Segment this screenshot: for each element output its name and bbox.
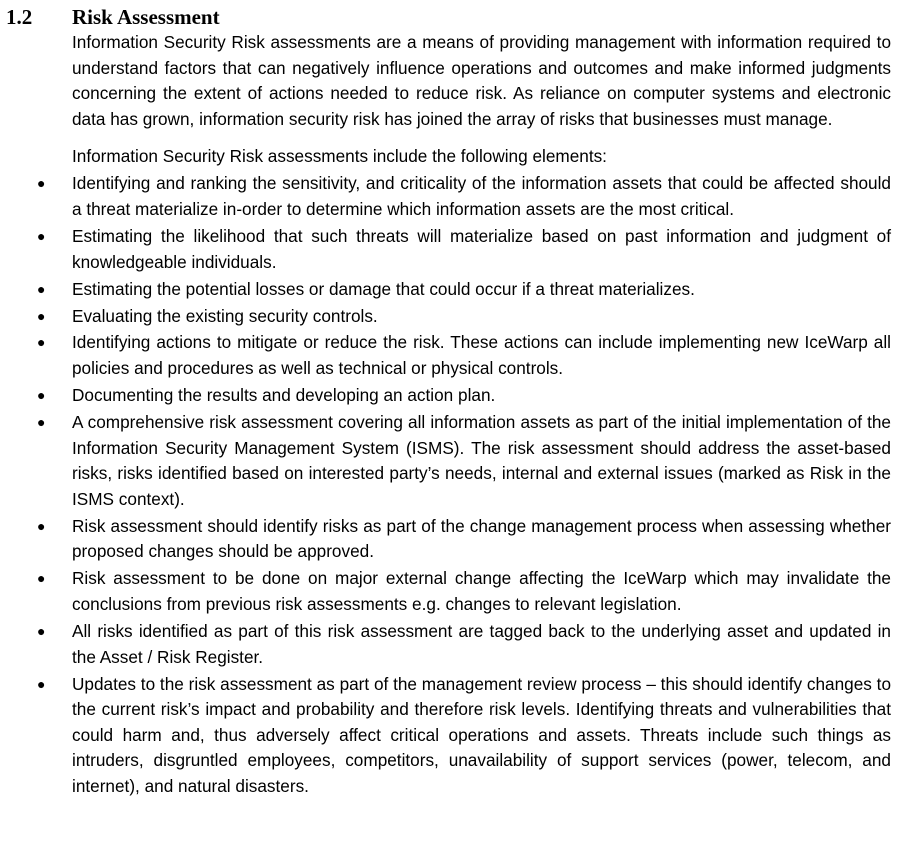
section-heading bbox=[6, 4, 891, 30]
list-item bbox=[37, 410, 891, 512]
list-item-text: Identifying and ranking the sensitivity, and criticality of the information assets that could be affected should a threat materialize in-order to determine which information assets are the most critical. bbox=[72, 173, 891, 219]
list-item bbox=[37, 619, 891, 670]
list-item bbox=[37, 224, 891, 275]
list-item bbox=[37, 514, 891, 565]
bullet-marker: ● bbox=[37, 307, 46, 324]
list-item-text: All risks identified as part of this risk assessment are tagged back to the underlying asset and updated in the Asset / Risk Register. bbox=[72, 620, 891, 667]
section-title: Risk Assessment bbox=[72, 5, 220, 29]
section-number: 1.2 bbox=[6, 5, 33, 29]
list-item-text: A comprehensive risk assessment covering all information assets as part of the initial implementation of the Information Security Management System (ISMS). The risk assessment should address the asset-based risks, risks identified based on interested party’s needs, internal and external issues (marked as Risk in the ISMS context). bbox=[72, 412, 891, 509]
list-item-text: Risk assessment to be done on major external change affecting the IceWarp which may invalidate the conclusions from previous risk assessments e.g. changes to relevant legislation. bbox=[72, 568, 891, 614]
section-body bbox=[37, 30, 891, 800]
list-item bbox=[37, 330, 891, 381]
list-item-text: Estimating the potential losses or damage that could occur if a threat materializes. bbox=[72, 278, 695, 299]
list-item bbox=[37, 171, 891, 222]
list-item-text: Documenting the results and developing an action plan. bbox=[72, 385, 496, 406]
list-item-text: Evaluating the existing security controls. bbox=[72, 305, 378, 326]
bullet-marker: ● bbox=[37, 334, 46, 351]
list-item-text: Risk assessment should identify risks as part of the change management process when assessing whether proposed changes should be approved. bbox=[72, 515, 891, 562]
bullet-marker: ● bbox=[37, 517, 46, 534]
bullet-marker: ● bbox=[37, 570, 46, 587]
elements-list bbox=[37, 171, 891, 799]
list-item bbox=[37, 566, 891, 617]
bullet-marker: ● bbox=[37, 280, 46, 297]
elements-intro: Information Security Risk assessments include the following elements: bbox=[72, 146, 607, 167]
bullet-marker: ● bbox=[37, 414, 46, 431]
bullet-marker: ● bbox=[37, 622, 46, 639]
list-item bbox=[37, 304, 891, 330]
list-item bbox=[37, 383, 891, 409]
list-item-text: Updates to the risk assessment as part of the management review process – this should identify changes to the current risk’s impact and probability and therefore risk levels. Identifying threats and vulnerabilities that could harm and, thus adversely affect critical operations and assets. Threats include such things as intruders, disgruntled employees, competitors, unavailability of support services (power, telecom, and internet), and natural disasters. bbox=[72, 673, 891, 796]
list-item bbox=[37, 672, 891, 800]
bullet-marker: ● bbox=[37, 675, 46, 692]
bullet-marker: ● bbox=[37, 227, 46, 244]
bullet-marker: ● bbox=[37, 387, 46, 404]
bullet-marker: ● bbox=[37, 175, 46, 192]
intro-paragraph: Information Security Risk assessments are a means of providing management with information required to understand factors that can negatively influence operations and outcomes and make informed judgments concerning the extent of actions needed to reduce risk. As reliance on computer systems and electronic data has grown, information security risk has joined the array of risks that businesses must manage. bbox=[72, 32, 891, 129]
list-item-text: Estimating the likelihood that such threats will materialize based on past information and judgment of knowledgeable individuals. bbox=[72, 225, 891, 272]
list-item bbox=[37, 277, 891, 303]
list-item-text: Identifying actions to mitigate or reduce the risk. These actions can include implementing new IceWarp all policies and procedures as well as technical or physical controls. bbox=[72, 332, 891, 379]
